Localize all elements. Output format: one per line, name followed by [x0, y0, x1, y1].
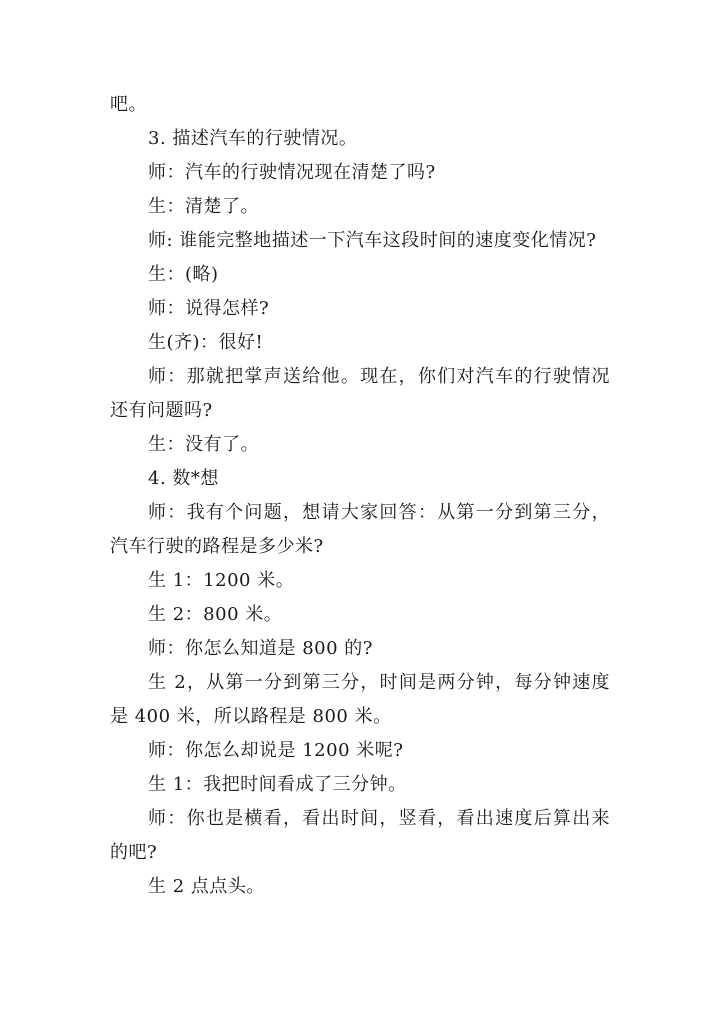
paragraph: 生(齐)：很好! — [148, 332, 264, 353]
section-heading-3: 3. 描述汽车的行驶情况。 — [148, 128, 358, 149]
paragraph: 师：汽车的行驶情况现在清楚了吗? — [148, 162, 436, 183]
paragraph: 生：没有了。 — [148, 434, 259, 455]
paragraph: 生 2 点点头。 — [148, 876, 265, 897]
paragraph: 生 2，从第一分到第三分，时间是两分钟，每分钟速度是 400 米，所以路程是 800 米。 — [110, 672, 610, 727]
document-body — [110, 88, 610, 904]
paragraph: 生 1：我把时间看成了三分钟。 — [148, 774, 407, 795]
section-heading-4: 4. 数*想 — [148, 468, 219, 489]
paragraph: 师：你也是横看，看出时间，竖看，看出速度后算出来的吧? — [110, 808, 610, 863]
paragraph: 师：那就把掌声送给他。现在，你们对汽车的行驶情况还有问题吗? — [110, 366, 610, 421]
paragraph: 生：清楚了。 — [148, 196, 259, 217]
paragraph: 师：说得怎样? — [148, 298, 270, 319]
paragraph: 生：(略) — [148, 264, 219, 285]
paragraph: 生 2：800 米。 — [148, 604, 283, 625]
paragraph: 师：你怎么却说是 1200 米呢? — [148, 740, 404, 761]
paragraph: 师：你怎么知道是 800 的? — [148, 638, 373, 659]
paragraph: 师：我有个问题，想请大家回答：从第一分到第三分，汽车行驶的路程是多少米? — [110, 502, 610, 557]
paragraph: 吧。 — [110, 94, 147, 115]
paragraph: 师: 谁能完整地描述一下汽车这段时间的速度变化情况? — [148, 230, 597, 251]
paragraph: 生 1：1200 米。 — [148, 570, 295, 591]
